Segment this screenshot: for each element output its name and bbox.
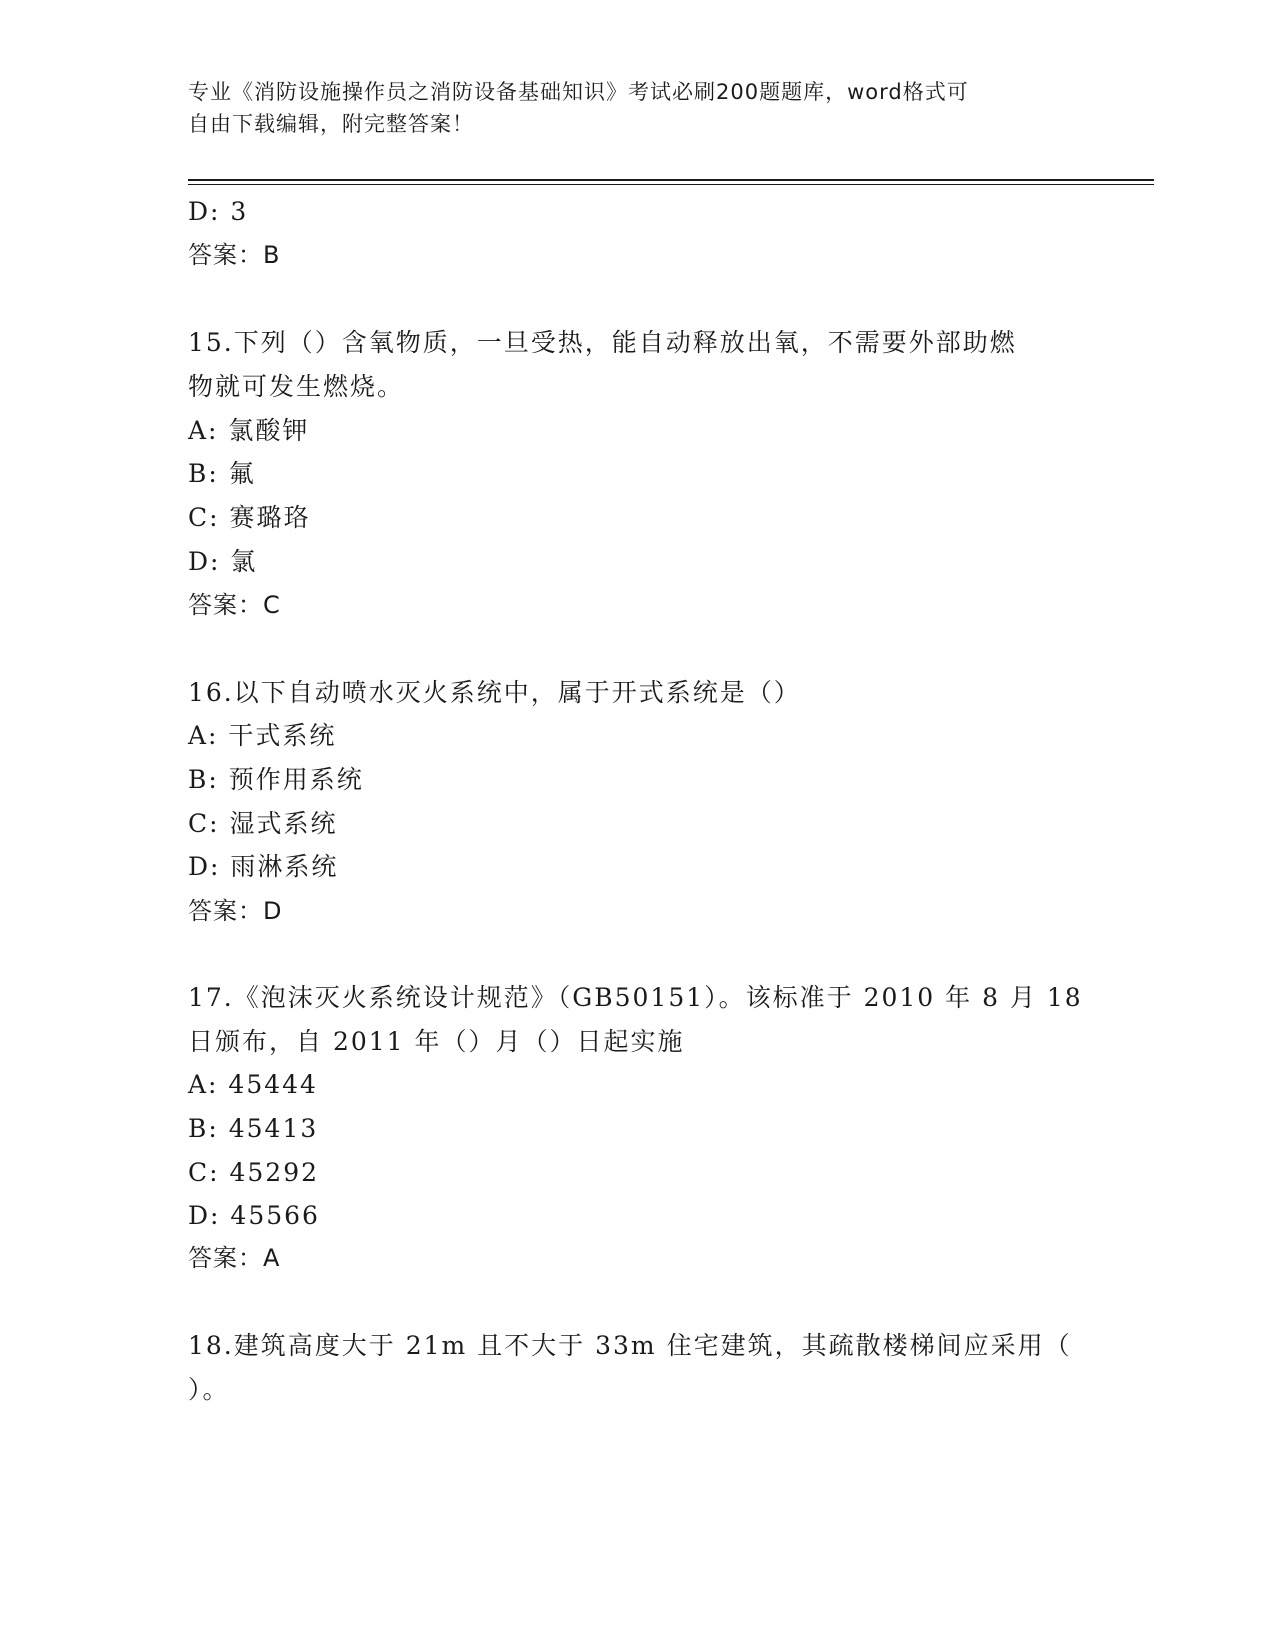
q17-option-b: B: 45413 — [188, 1114, 319, 1143]
q17-stem-line-1: 17.《泡沫灭火系统设计规范》（GB50151）。该标准于 2010 年 8 月 18 — [188, 983, 1083, 1012]
q15-option-a: A: 氯酸钾 — [188, 416, 310, 445]
q15-option-b: B: 氟 — [188, 459, 256, 488]
q17-answer: 答案：A — [188, 1244, 281, 1272]
q18-stem-line-1: 18.建筑高度大于 21m 且不大于 33m 住宅建筑，其疏散楼梯间应采用（ — [188, 1331, 1072, 1360]
q16-option-d: D: 雨淋系统 — [188, 852, 339, 881]
q14-answer: 答案：B — [188, 241, 281, 269]
q16-answer: 答案：D — [188, 897, 283, 925]
q15-answer: 答案：C — [188, 591, 281, 619]
q15-option-c: C: 赛璐珞 — [188, 503, 311, 532]
q15-option-d: D: 氯 — [188, 547, 258, 576]
q17-stem-line-2: 日颁布，自 2011 年（）月（）日起实施 — [188, 1027, 685, 1056]
q17-option-a: A: 45444 — [188, 1070, 318, 1099]
q15-stem-line-1: 15.下列（）含氧物质，一旦受热，能自动释放出氧，不需要外部助燃 — [188, 328, 1017, 357]
q16-option-a: A: 干式系统 — [188, 721, 337, 750]
q16-option-c: C: 湿式系统 — [188, 809, 338, 838]
q15-stem-line-2: 物就可发生燃烧。 — [188, 372, 405, 401]
q16-stem-line-1: 16.以下自动喷水灭火系统中，属于开式系统是（） — [188, 678, 801, 707]
q17-option-d: D: 45566 — [188, 1201, 320, 1230]
q14-option-d: D: 3 — [188, 197, 249, 226]
q16-option-b: B: 预作用系统 — [188, 765, 364, 794]
header-line-1: 专业《消防设施操作员之消防设备基础知识》考试必刷200题题库，word格式可 — [188, 80, 969, 104]
document-header — [188, 76, 1068, 140]
header-divider-thin — [188, 184, 1154, 185]
q18-stem-line-2: ）。 — [188, 1375, 230, 1404]
header-divider-thick — [188, 179, 1154, 181]
q17-option-c: C: 45292 — [188, 1158, 320, 1187]
header-line-2: 自由下载编辑，附完整答案！ — [188, 112, 474, 136]
